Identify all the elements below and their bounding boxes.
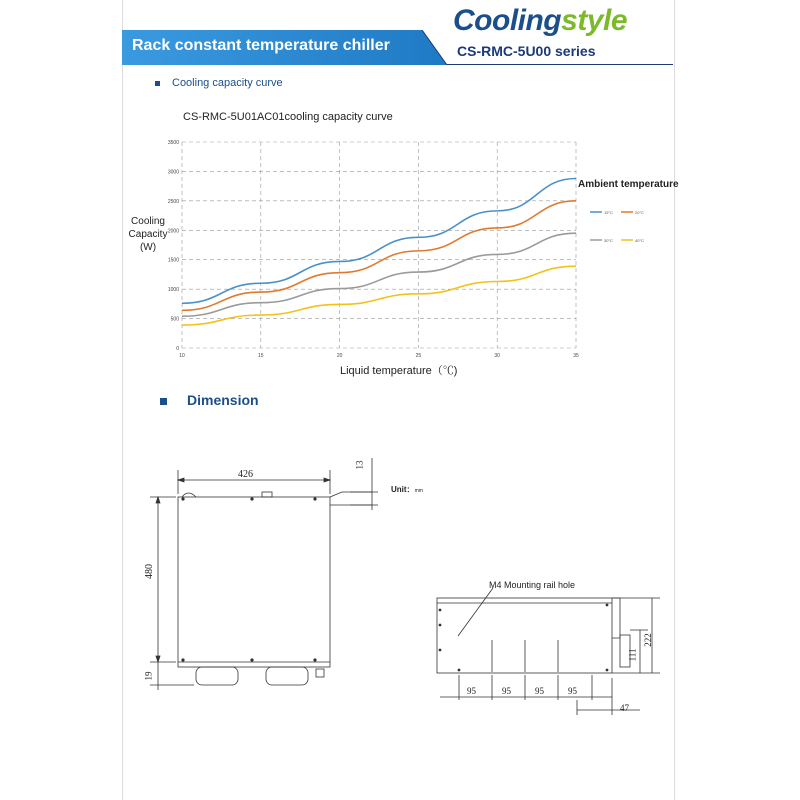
legend-item-15: 15°C bbox=[604, 210, 613, 215]
mounting-hole-label: M4 Mounting rail hole bbox=[489, 580, 576, 590]
series-name: CS-RMC-5U00 series bbox=[457, 43, 596, 59]
dim-spacing-3: 95 bbox=[535, 686, 544, 696]
legend-title: Ambient temperature bbox=[578, 179, 679, 190]
dim-width: 426 bbox=[238, 469, 253, 480]
ylabel-line-1: Cooling bbox=[131, 216, 165, 227]
y-tick-label: 1000 bbox=[167, 287, 179, 294]
legend-item-20: 20°C bbox=[635, 210, 644, 215]
dim-spacing-2: 95 bbox=[502, 686, 511, 696]
dim-top-offset: 13 bbox=[354, 460, 365, 470]
x-tick-label: 15 bbox=[258, 353, 264, 359]
dim-bottom-offset: 19 bbox=[143, 671, 154, 681]
logo-part2: style bbox=[561, 4, 628, 37]
section-label: Cooling capacity curve bbox=[172, 77, 283, 89]
x-tick-label: 10 bbox=[179, 353, 185, 359]
y-tick-label: 500 bbox=[170, 316, 179, 323]
legend-item-30: 30°C bbox=[604, 238, 613, 243]
ylabel-line-3: (W) bbox=[139, 242, 157, 253]
unit-label: Unit： bbox=[391, 485, 415, 494]
page-title: Rack constant temperature chiller bbox=[132, 37, 390, 54]
chart-title: CS-RMC-5U01AC01cooling capacity curve bbox=[183, 111, 393, 123]
y-tick-label: 1500 bbox=[167, 257, 179, 264]
dim-spacing-4: 95 bbox=[568, 686, 577, 696]
dim-height: 480 bbox=[144, 564, 155, 579]
unit-value: mm bbox=[414, 488, 423, 494]
x-tick-label: 25 bbox=[415, 353, 422, 359]
y-tick-label: 0 bbox=[176, 346, 179, 352]
y-tick-label: 3000 bbox=[167, 169, 179, 176]
y-tick-label: 2000 bbox=[167, 228, 179, 235]
logo-part1: Cooling bbox=[453, 4, 562, 37]
x-tick-label: 30 bbox=[494, 353, 500, 359]
x-tick-label: 20 bbox=[336, 353, 343, 359]
x-tick-label: 35 bbox=[573, 353, 579, 359]
dim-side-depth: 47 bbox=[620, 703, 629, 713]
dim-side-inner: 111 bbox=[627, 648, 638, 662]
section-label: Dimension bbox=[187, 392, 259, 408]
chart-xlabel: Liquid temperature（℃) bbox=[340, 365, 458, 377]
y-tick-label: 3500 bbox=[167, 140, 179, 146]
legend-item-40: 40°C bbox=[635, 238, 644, 243]
ylabel-line-2: Capacity bbox=[128, 229, 168, 240]
dim-spacing-1: 95 bbox=[467, 686, 476, 696]
y-tick-label: 2500 bbox=[167, 198, 179, 205]
dim-side-height: 222 bbox=[642, 633, 653, 647]
